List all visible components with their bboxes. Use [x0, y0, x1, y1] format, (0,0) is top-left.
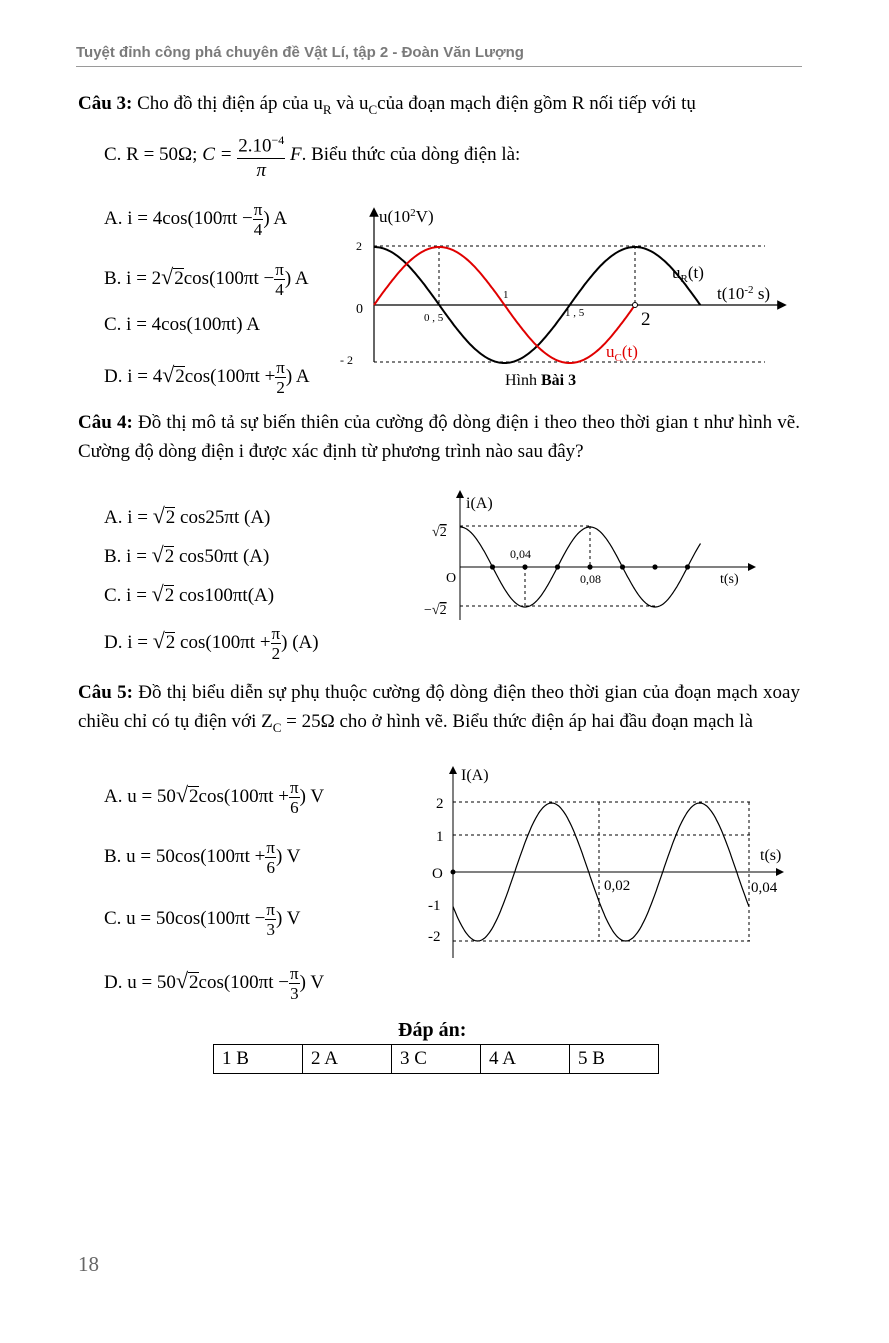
- q5-option-a[interactable]: A. u = 50√2cos(100πt + $\frac{\pi}{6}$ ) V: [104, 778, 325, 818]
- figure-q4: [420, 488, 760, 624]
- answers-title: Đáp án:: [398, 1019, 467, 1041]
- svg-text:O: O: [446, 571, 457, 586]
- svg-text:t(s): t(s): [760, 847, 782, 864]
- svg-text:2: 2: [356, 239, 362, 253]
- q3-given: C. R = 50Ω; C = $\frac{2.10^{-4}}{\pi}$ F. Biểu thức của dòng điện là:: [104, 128, 520, 178]
- fig3-x-axis-label: $t(10^{-2}$ s): [717, 284, 771, 303]
- running-header: Tuyệt đỉnh công phá chuyên đề Vật Lí, tập 2 - Đoàn Văn Lượng: [76, 44, 802, 67]
- tick-dot: [652, 564, 657, 569]
- tick-dot: [620, 564, 625, 569]
- fig4-y-min: −√2: [424, 603, 447, 618]
- fig4-y-max: √2: [432, 525, 447, 540]
- q5-option-d[interactable]: D. u = 50√2cos(100πt − $\frac{\pi}{3}$ ) V: [104, 964, 325, 1004]
- q4-stem: Câu 4: Đồ thị mô tả sự biến thiên của cường độ dòng điện i theo theo thời gian t như hình vẽ. Cường độ dòng điện i được xác định từ phương trình nào sau đây?: [78, 412, 800, 462]
- svg-text:0 , 5: 0 , 5: [424, 312, 444, 324]
- answer-table: [213, 1044, 659, 1074]
- svg-text:1 , 5: 1 , 5: [565, 307, 585, 319]
- q3-option-a[interactable]: A. i = 4cos(100πt − $\frac{\pi}{4}$ ) A: [104, 200, 288, 240]
- svg-text:1: 1: [503, 289, 509, 301]
- svg-text:t(s): t(s): [720, 572, 739, 587]
- svg-text:-2: -2: [428, 929, 441, 945]
- answer-cell: 2 A: [303, 1045, 392, 1074]
- tick-dot: [685, 564, 690, 569]
- answer-cell: 3 C: [392, 1045, 481, 1074]
- svg-text:-1: -1: [428, 898, 441, 914]
- figure-bai-3: [340, 200, 790, 396]
- svg-text:I(A): I(A): [461, 767, 489, 784]
- label-uC: $u_C(t)$: [606, 342, 638, 364]
- tick-dot: [555, 564, 560, 569]
- svg-text:2: 2: [436, 796, 444, 812]
- svg-text:O: O: [432, 866, 443, 882]
- svg-text:0,04: 0,04: [751, 880, 778, 896]
- q4-option-c[interactable]: C. i = √2 cos100πt(A): [104, 581, 275, 606]
- svg-text:i(A): i(A): [466, 495, 493, 512]
- svg-text:2: 2: [641, 309, 651, 330]
- fig3-caption: Hình Bài 3: [505, 372, 577, 389]
- svg-text:0,04: 0,04: [510, 547, 531, 561]
- q5-option-c[interactable]: C. u = 50cos(100πt − $\frac{\pi}{3}$ ) V: [104, 900, 301, 940]
- svg-text:0: 0: [356, 302, 363, 317]
- svg-text:1: 1: [436, 829, 444, 845]
- svg-text:0,02: 0,02: [604, 878, 631, 894]
- q4-option-a[interactable]: A. i = √2 cos25πt (A): [104, 503, 271, 528]
- q4-option-d[interactable]: D. i = √2 cos(100πt + $\frac{\pi}{2}$ ) (A): [104, 624, 319, 664]
- q3-option-d[interactable]: D. i = 4√2cos(100πt + $\frac{\pi}{2}$ ) A: [104, 358, 310, 398]
- tick-dot: [522, 564, 527, 569]
- tick-dot: [490, 564, 495, 569]
- svg-text:0,08: 0,08: [580, 572, 601, 586]
- label-uR: $u_R(t)$: [672, 263, 704, 285]
- tick-dot: [587, 564, 592, 569]
- answer-cell: 5 B: [570, 1045, 659, 1074]
- svg-text:- 2: - 2: [340, 353, 353, 367]
- page-number: 18: [78, 1252, 99, 1276]
- q5-option-b[interactable]: B. u = 50cos(100πt + $\frac{\pi}{6}$ ) V: [104, 838, 301, 878]
- answer-cell: 1 B: [214, 1045, 303, 1074]
- answer-cell: 4 A: [481, 1045, 570, 1074]
- q3-stem: Câu 3: Cho đồ thị điện áp của $u_R$ và $u_Ccủa$ đoạn mạch điện gồm R nối tiếp với tụ: [78, 93, 696, 117]
- q3-option-c[interactable]: C. i = 4cos(100πt) A: [104, 314, 260, 335]
- q4-option-b[interactable]: B. i = √2 cos50πt (A): [104, 542, 270, 567]
- q3-option-b[interactable]: B. i = 2√2cos(100πt − $\frac{\pi}{4}$ ) A: [104, 260, 309, 300]
- figure-q5: [420, 764, 790, 964]
- fig3-y-axis-label: $u(10^2V)$: [379, 207, 434, 226]
- q5-stem: Câu 5: Đồ thị biểu diễn sự phụ thuộc cường độ dòng điện theo thời gian của đoạn mạch xoay chiều chỉ có tụ điện với $Z_C = 25\Omega$ cho ở hình vẽ. Biểu thức điện áp hai đầu đoạn mạch là: [78, 682, 800, 735]
